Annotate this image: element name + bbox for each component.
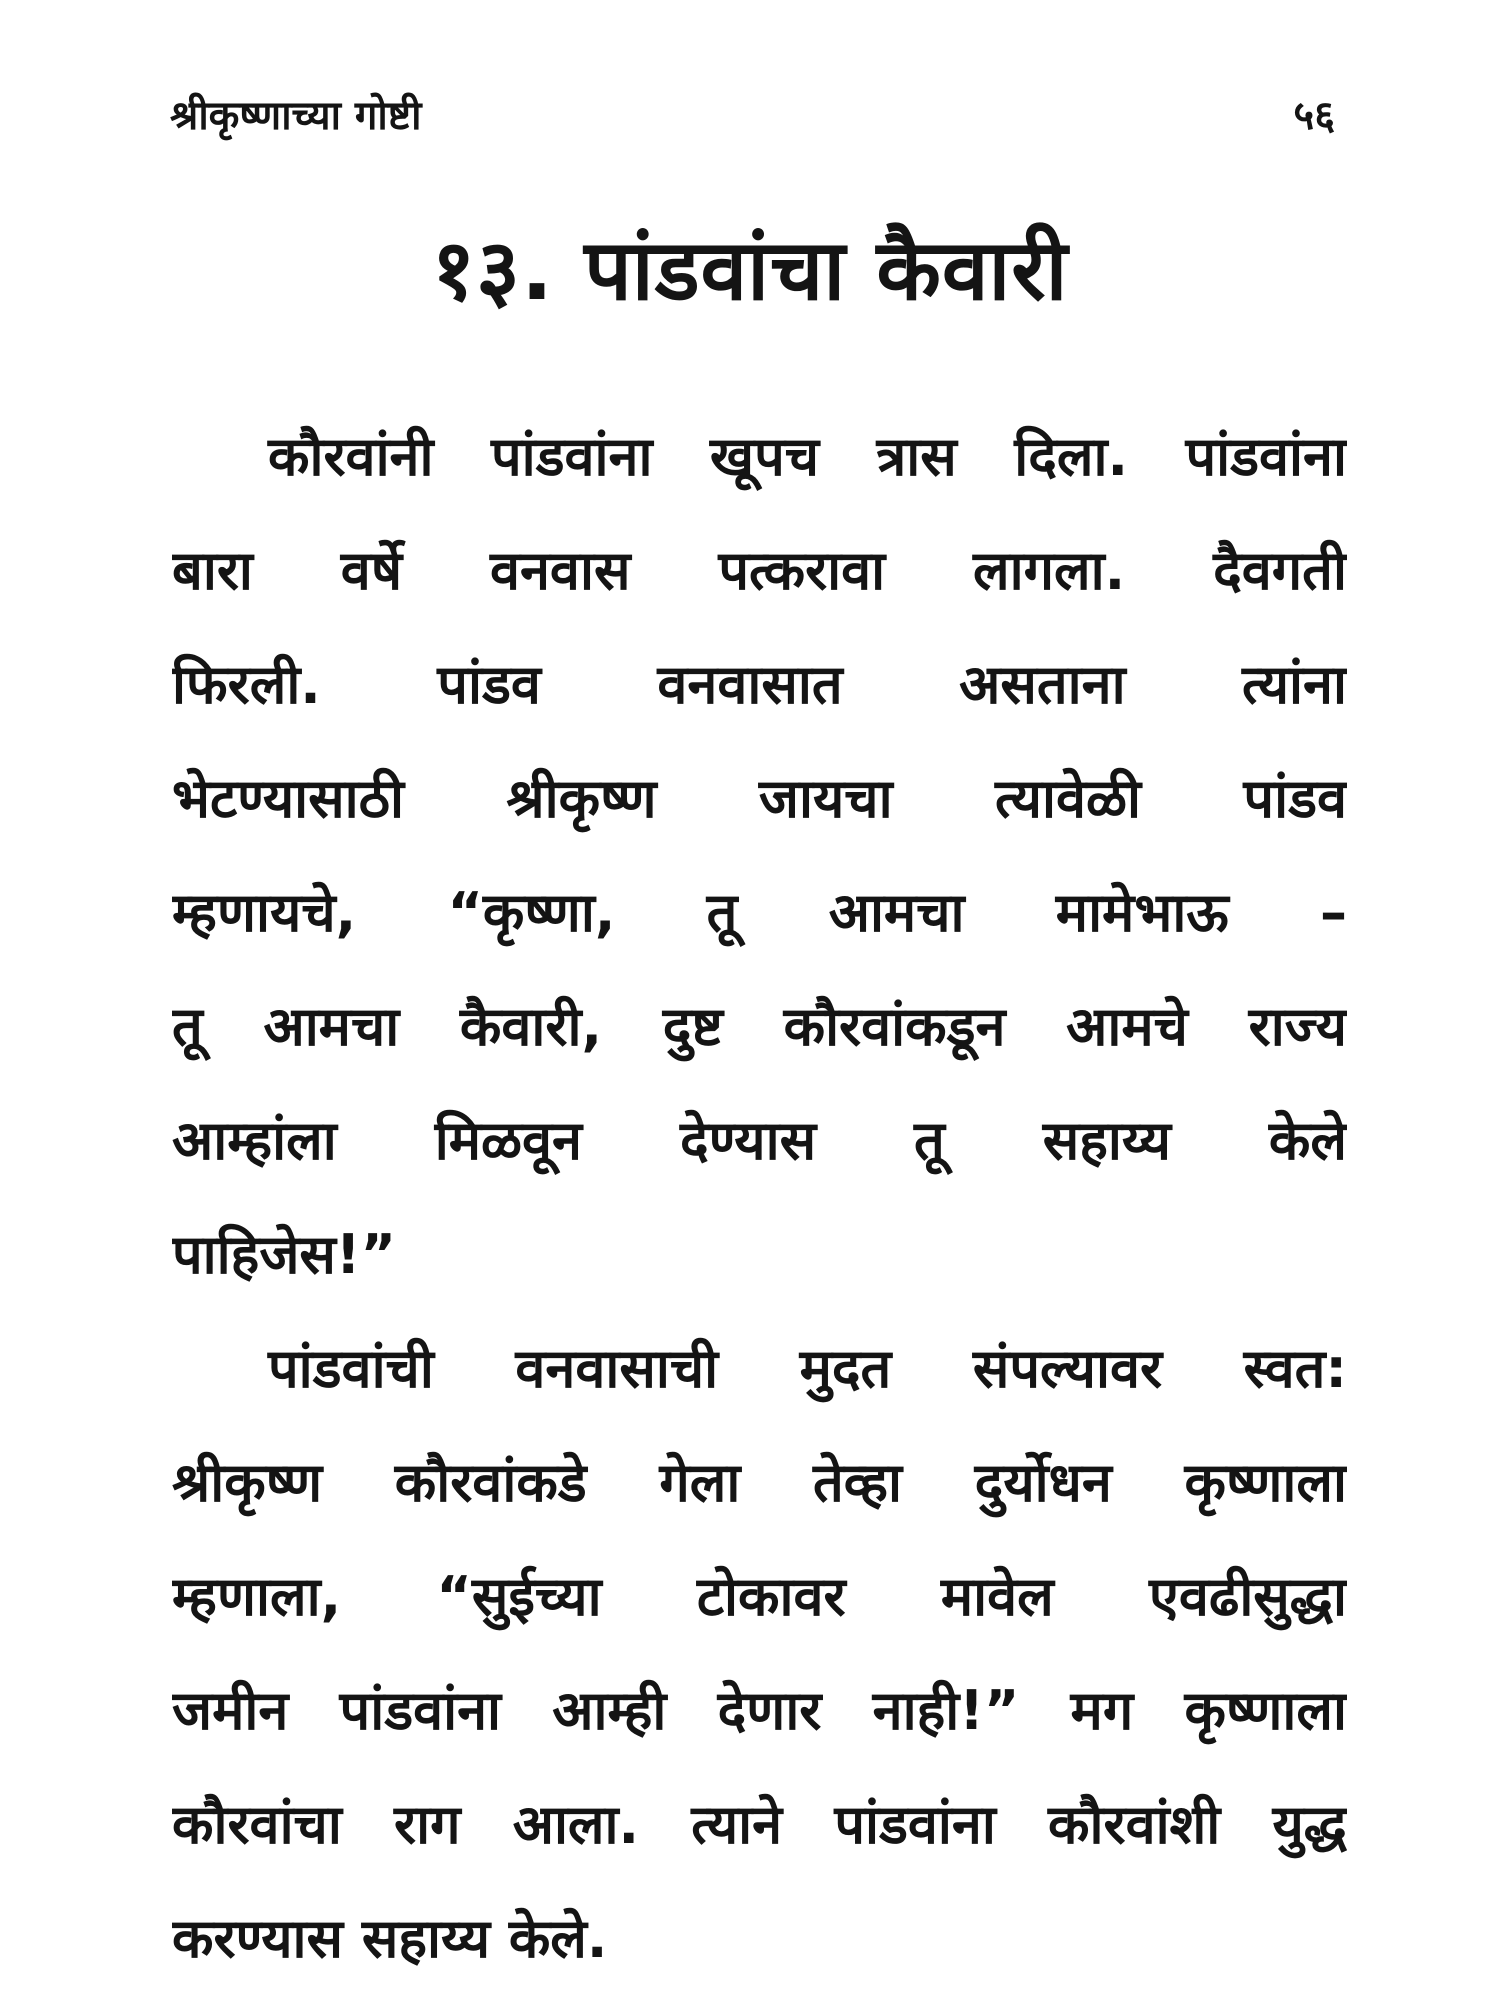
chapter-title: १३. पांडवांचा कैवारी [431,221,1069,319]
word: स्वत: [1243,1337,1347,1400]
word: पांडवांना [490,425,653,488]
word: तू [706,881,738,944]
word: श्रीकृष्ण [506,767,657,830]
word: कौरवांनी [268,425,434,488]
word: बारा [172,539,253,602]
word: कृष्णाला [1184,1451,1347,1514]
word: कैवारी, [459,995,602,1058]
word: मग [1070,1679,1134,1742]
text-line [172,1540,1347,1654]
word: केले [1268,1109,1347,1172]
word: भेटण्यासाठी [172,767,404,830]
text-line [172,1084,1347,1198]
word: म्हणाला, [172,1565,342,1628]
word: फिरली. [172,653,321,716]
word: आला. [512,1793,640,1856]
word: पांडव [437,653,541,716]
word: गेला [659,1451,741,1514]
text-line [172,400,1347,514]
text-line [172,1312,1347,1426]
text-line [172,856,1347,970]
word: एवढीसुद्धा [1149,1565,1347,1628]
text-line [172,742,1347,856]
body-text [172,400,1347,1996]
word: कौरवांकडे [394,1451,587,1514]
word: दिला. [1014,425,1129,488]
word: तेव्हा [812,1451,903,1514]
word: असताना [959,653,1126,716]
word: दुर्योधन [974,1451,1112,1514]
word: “सुईच्या [436,1565,602,1628]
word: संपल्यावर [972,1337,1163,1400]
word: जायचा [758,767,893,830]
word: श्रीकृष्ण [172,1451,323,1514]
word: त्यांना [1242,653,1347,716]
word: लागला. [973,539,1126,602]
word: वनवासाची [515,1337,719,1400]
text-line [172,970,1347,1084]
word: मामेभाऊ [1055,881,1229,944]
text-line [172,628,1347,742]
text-line [172,1768,1347,1882]
word: कृष्णाला [1184,1679,1347,1742]
word: पांडवांना [834,1793,996,1856]
word: आम्ही [552,1679,667,1742]
word: तू [172,995,203,1058]
word: युद्ध [1272,1793,1347,1856]
word: वनवास [489,539,631,602]
word: जमीन [172,1679,289,1742]
word: त्याने [691,1793,783,1856]
word: आमचे [1066,995,1188,1058]
word: नाही!” [872,1679,1020,1742]
word: दुष्ट [662,995,723,1058]
word: पांडवांना [339,1679,502,1742]
word: – [1320,881,1347,944]
running-head-title: श्रीकृष्णाच्या गोष्टी [170,93,422,139]
word: देणार [717,1679,822,1742]
word: मुदत [799,1337,892,1400]
word: खूपच [709,425,820,488]
text-line [172,1654,1347,1768]
word: पांडवांची [268,1337,434,1400]
word: देण्यास [679,1109,817,1172]
word: पत्करावा [718,539,886,602]
word: पांडवांना [1185,425,1347,488]
word: टोकावर [696,1565,846,1628]
word: राग [394,1793,461,1856]
word: “कृष्णा, [447,881,616,944]
word: म्हणायचे, [172,881,357,944]
word: सहाय्य [1042,1109,1171,1172]
word: आम्हांला [172,1109,337,1172]
word: वर्षे [340,539,403,602]
word: दैवगती [1213,539,1347,602]
word: पांडव [1243,767,1347,830]
word: तू [914,1109,945,1172]
word: त्यावेळी [994,767,1142,830]
word: राज्य [1248,995,1347,1058]
word: वनवासात [657,653,843,716]
text-line [172,1426,1347,1540]
text-line: पाहिजेस!” [172,1223,397,1286]
word: आमचा [828,881,965,944]
word: मिळवून [434,1109,583,1172]
word: मावेल [940,1565,1054,1628]
text-line: करण्यास सहाय्य केले. [172,1907,608,1970]
word: त्रास [876,425,957,488]
word: कौरवांचा [172,1793,342,1856]
word: आमचा [263,995,400,1058]
page-number: ५६ [1293,93,1335,139]
word: कौरवांकडून [783,995,1006,1058]
word: कौरवांशी [1048,1793,1221,1856]
text-line [172,514,1347,628]
